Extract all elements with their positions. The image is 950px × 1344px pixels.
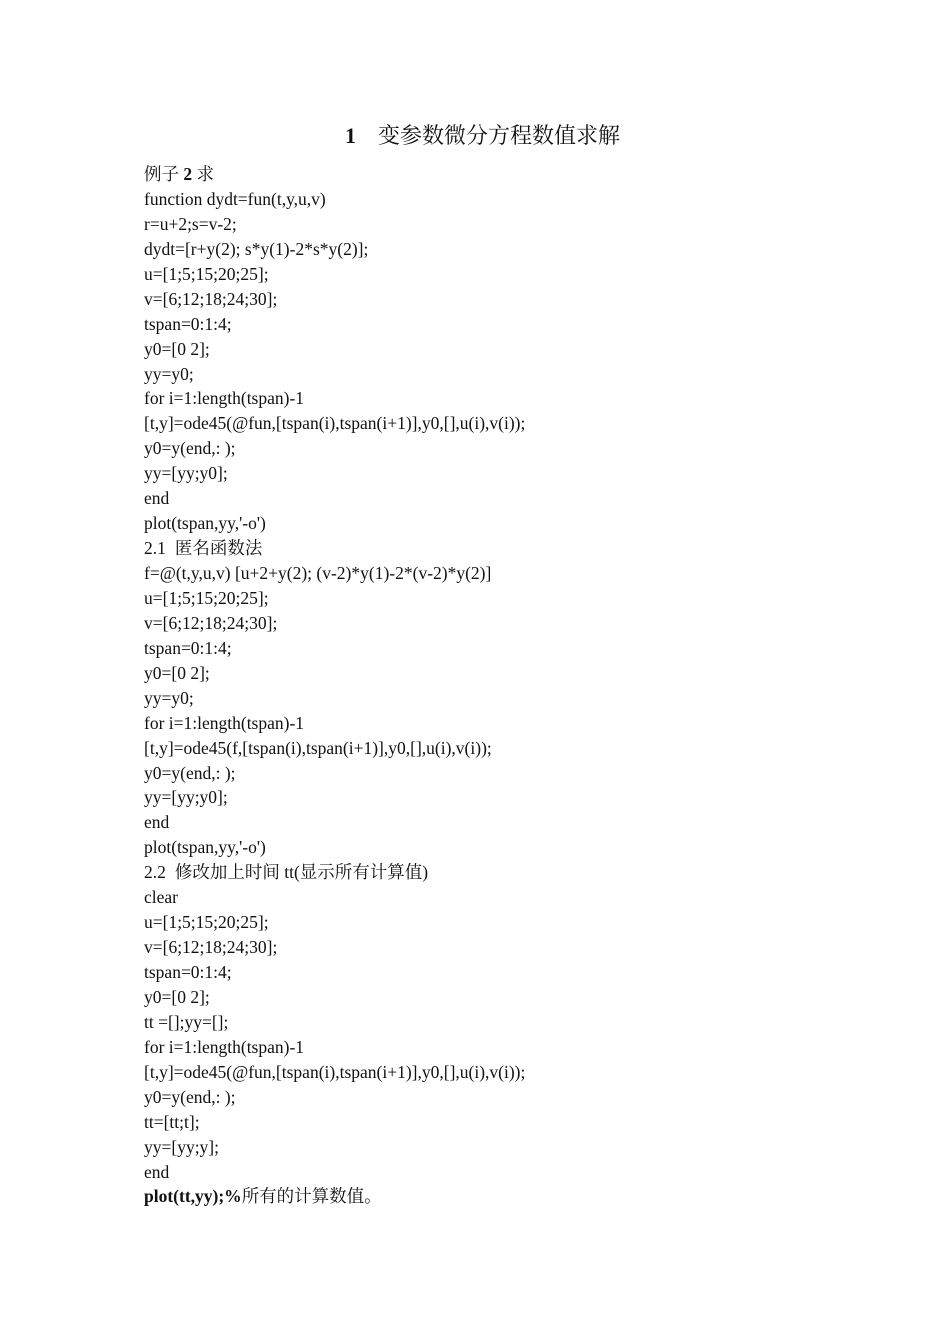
page-title [0,118,950,154]
code-line: u=[1;5;15;20;25]; [144,912,269,933]
code-block-2 [144,561,904,860]
code-line: [t,y]=ode45(@fun,[tspan(i),tspan(i+1)],y0,[],u(i),v(i)); [144,1061,526,1082]
code-line: dydt=[r+y(2); s*y(1)-2*s*y(2)]; [144,238,369,259]
section-2-1-number: 2.1 [144,538,166,559]
code-line: tt =[];yy=[]; [144,1011,229,1032]
code-line: for i=1:length(tspan)-1 [144,1036,305,1057]
example-number: 2 [183,164,193,184]
final-plot-code: plot(tt,yy);% [144,1186,242,1207]
code-line: v=[6;12;18;24;30]; [144,612,278,633]
document-body [144,162,904,1209]
code-line: r=u+2;s=v-2; [144,213,237,234]
code-line: plot(tspan,yy,'-o') [144,837,266,858]
section-2-2-title: 修改加上时间 tt(显示所有计算值) [174,862,429,883]
code-line: tspan=0:1:4; [144,962,232,982]
section-heading-2-2 [144,860,904,885]
code-line: y0=[0 2]; [144,338,210,359]
section-heading-2-1 [144,536,904,561]
title-number: 1 [344,123,356,148]
code-line: yy=[yy;y]; [144,1136,219,1157]
code-line: v=[6;12;18;24;30]; [144,288,278,309]
code-line: y0=[0 2]; [144,662,210,683]
code-line: tt=[tt;t]; [144,1111,200,1132]
final-plot-comment: 所有的计算数值。 [241,1186,382,1207]
code-line: plot(tspan,yy,'-o') [144,513,266,534]
code-block-3 [144,885,904,1184]
example-prefix: 例子 [144,164,179,184]
code-line: [t,y]=ode45(f,[tspan(i),tspan(i+1)],y0,[],u(i),v(i)); [144,737,492,758]
code-line: tspan=0:1:4; [144,637,232,658]
code-block-1 [144,187,904,536]
code-line: function dydt=fun(t,y,u,v) [144,188,326,209]
title-text: 变参数微分方程数值求解 [377,123,620,148]
code-line: end [144,488,170,509]
code-line: end [144,1161,170,1182]
code-line: f=@(t,y,u,v) [u+2+y(2); (v-2)*y(1)-2*(v-2)*y(2)] [144,563,492,583]
code-line: end [144,812,170,833]
section-2-2-number: 2.2 [144,862,166,883]
code-line: u=[1;5;15;20;25]; [144,263,269,284]
code-line: v=[6;12;18;24;30]; [144,937,278,958]
code-line: y0=[0 2]; [144,986,210,1007]
example-heading [144,162,904,187]
final-plot-line [144,1184,904,1209]
code-line: yy=y0; [144,363,194,384]
code-line: yy=[yy;y0]; [144,463,228,484]
code-line: y0=y(end,: ); [144,762,236,783]
example-suffix: 求 [196,164,214,184]
section-2-1-title: 匿名函数法 [174,538,263,559]
code-line: for i=1:length(tspan)-1 [144,712,305,733]
code-line: tspan=0:1:4; [144,313,232,334]
code-line: for i=1:length(tspan)-1 [144,388,305,409]
code-line: yy=y0; [144,687,194,708]
code-line: u=[1;5;15;20;25]; [144,587,269,608]
code-line: y0=y(end,: ); [144,1086,236,1107]
code-line: clear [144,887,178,908]
code-line: [t,y]=ode45(@fun,[tspan(i),tspan(i+1)],y0,[],u(i),v(i)); [144,413,526,434]
code-line: y0=y(end,: ); [144,438,236,459]
code-line: yy=[yy;y0]; [144,787,228,808]
